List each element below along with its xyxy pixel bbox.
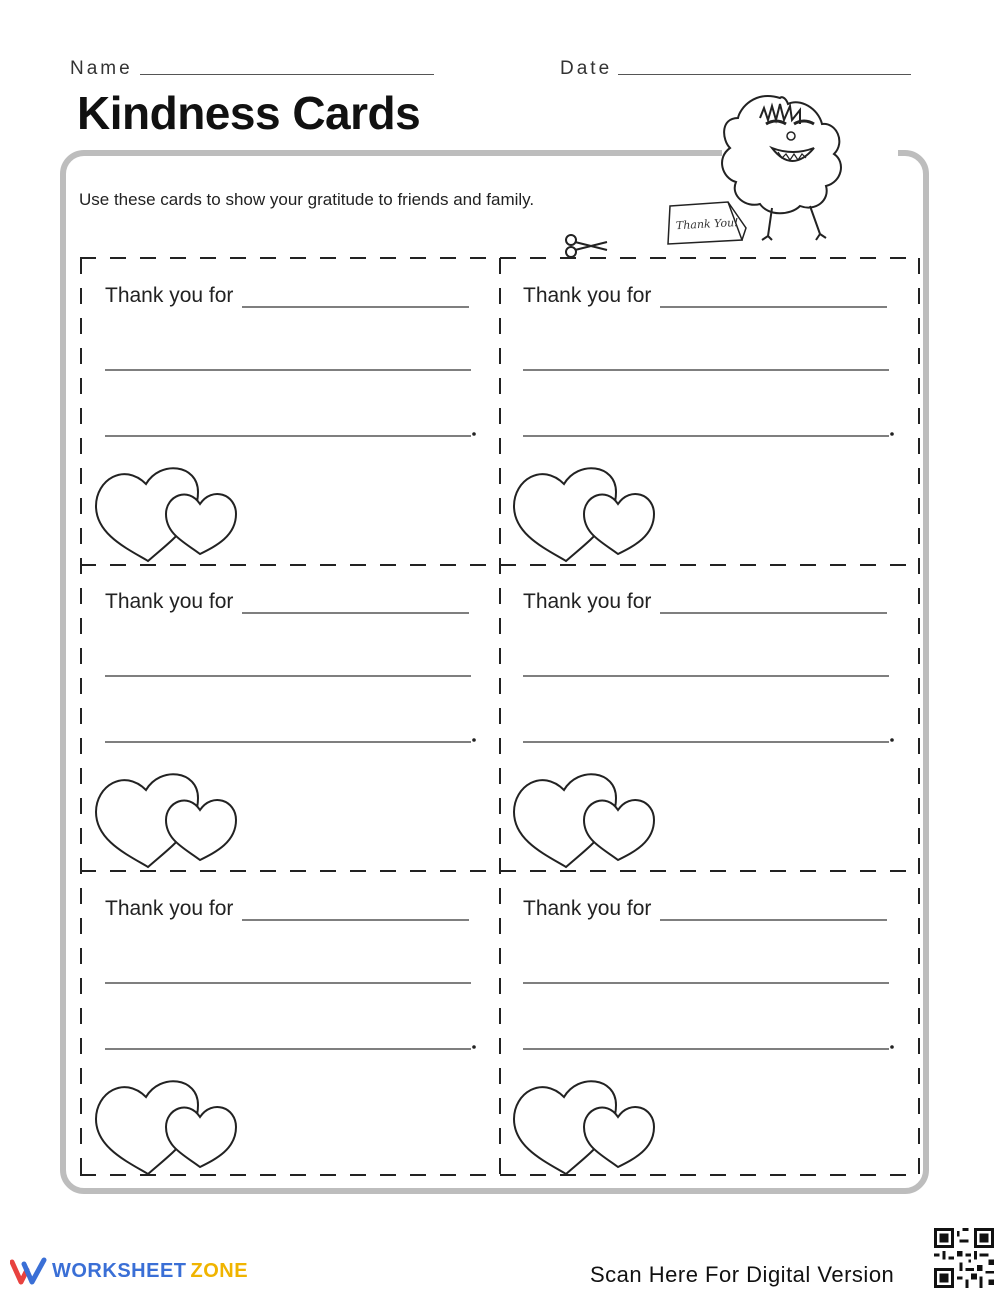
name-label: Name [70, 58, 133, 79]
worksheetzone-logo[interactable] [10, 1256, 248, 1286]
heart-pair-icon [514, 1081, 654, 1174]
qr-code-icon[interactable] [934, 1228, 994, 1288]
heart-pair-icon [96, 468, 236, 561]
heart-pair-icon [514, 774, 654, 867]
card-period [472, 738, 476, 742]
card-label: Thank you for [105, 897, 234, 920]
instruction-text: Use these cards to show your gratitude to friends and family. [79, 190, 535, 209]
card-period [890, 432, 894, 436]
heart-pair-icon [96, 1081, 236, 1174]
mascot-card-text: Thank You! [675, 215, 739, 233]
card-label: Thank you for [523, 590, 652, 613]
card-label: Thank you for [523, 284, 652, 307]
heart-pair-icon [514, 468, 654, 561]
card-period [890, 738, 894, 742]
card-period [890, 1045, 894, 1049]
card-label: Thank you for [105, 590, 234, 613]
page-title: Kindness Cards [77, 87, 421, 139]
card-label: Thank you for [105, 284, 234, 307]
scan-instruction: Scan Here For Digital Version [590, 1262, 895, 1287]
date-label: Date [560, 58, 613, 79]
card-period [472, 432, 476, 436]
card-period [472, 1045, 476, 1049]
card-label: Thank you for [523, 897, 652, 920]
worksheetzone-logo-icon [10, 1256, 48, 1286]
brand-name-second: ZONE [190, 1259, 249, 1282]
brand-name-first: WORKSHEET [52, 1259, 187, 1282]
heart-pair-icon [96, 774, 236, 867]
